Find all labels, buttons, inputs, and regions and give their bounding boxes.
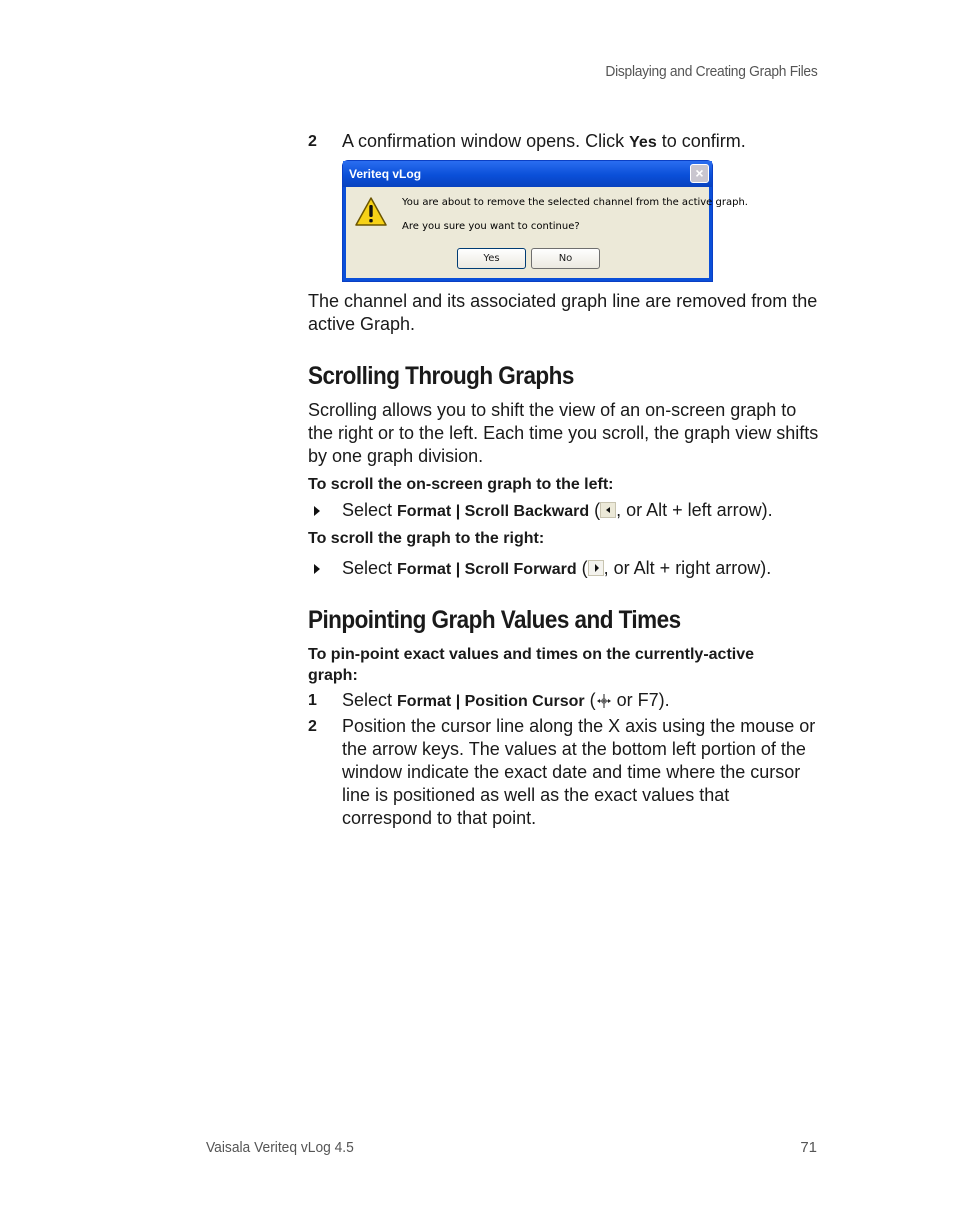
- step-text: A confirmation window opens. Click Yes to confirm.: [342, 131, 746, 151]
- close-icon[interactable]: ×: [690, 164, 709, 183]
- warning-icon: [355, 197, 387, 227]
- heading-pinpointing: Pinpointing Graph Values and Times: [308, 606, 681, 634]
- footer-product: Vaisala Veriteq vLog 4.5: [206, 1139, 354, 1156]
- dialog-message-1: You are about to remove the selected channel from the active graph.: [402, 197, 748, 208]
- scroll-forward-command: Format | Scroll Forward: [397, 561, 577, 578]
- yes-ref: Yes: [629, 134, 657, 151]
- procedure-pinpoint: To pin-point exact values and times on the currently-active graph:: [308, 646, 755, 684]
- scroll-intro: Scrolling allows you to shift the view of an on-screen graph to the right or to the left. Each time you scroll, the graph view shifts by one graph division.: [308, 400, 819, 466]
- dialog-title: Veriteq vLog: [349, 167, 422, 181]
- confirmation-dialog: [342, 160, 748, 282]
- step-number: 2: [308, 133, 317, 150]
- scroll-forward-icon: [588, 560, 604, 576]
- removed-paragraph: The channel and its associated graph line are removed from the active Graph.: [308, 291, 818, 334]
- no-button[interactable]: No: [531, 248, 600, 269]
- dialog-body: [343, 187, 748, 281]
- scroll-backward-icon: [600, 502, 616, 518]
- dialog-titlebar: [343, 161, 712, 187]
- yes-button[interactable]: Yes: [457, 248, 526, 269]
- dialog-message-2: Are you sure you want to continue?: [402, 221, 580, 232]
- procedure-scroll-right: To scroll the graph to the right:: [308, 530, 545, 547]
- scroll-backward-command: Format | Scroll Backward: [397, 503, 590, 520]
- step-number: 1: [308, 692, 317, 709]
- position-cursor-icon: [596, 693, 612, 709]
- step-number: 2: [308, 718, 317, 735]
- step-text: Position the cursor line along the X axis using the mouse or the arrow keys. The values at the bottom left portion of the window indicate the exact date and time where the cursor line is positioned as well as the exact values that correspond to that point.: [342, 716, 816, 828]
- procedure-scroll-left: To scroll the on-screen graph to the left:: [308, 476, 614, 493]
- page-number: 71: [800, 1139, 817, 1156]
- bullet-arrow-icon: [314, 564, 320, 574]
- position-cursor-command: Format | Position Cursor: [397, 693, 585, 710]
- running-header: Displaying and Creating Graph Files: [604, 63, 817, 80]
- heading-scrolling: Scrolling Through Graphs: [308, 362, 574, 390]
- bullet-arrow-icon: [314, 506, 320, 516]
